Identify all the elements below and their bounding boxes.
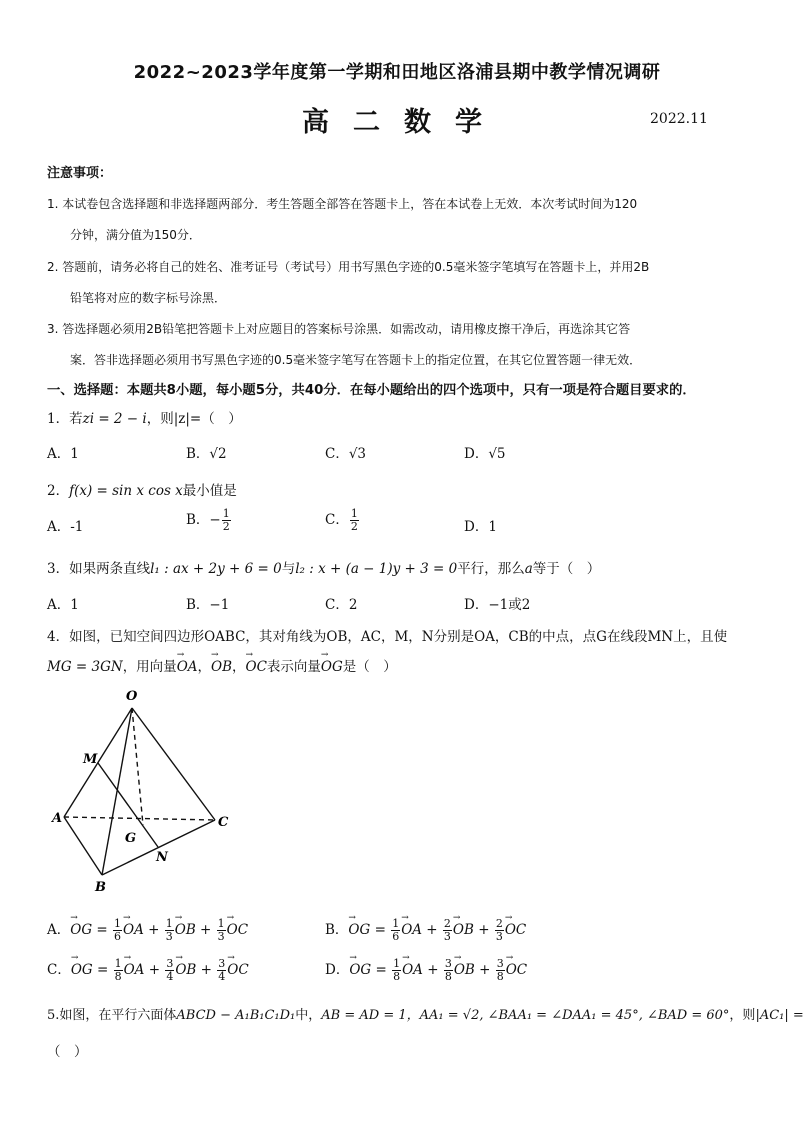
label-g: G <box>125 831 137 846</box>
vector-oa: → OA <box>123 922 144 938</box>
subject-title: 高二数学 <box>302 107 506 138</box>
fraction-numerator: 3 <box>218 957 226 970</box>
vector-oc: → OC <box>227 962 248 978</box>
q4-option-c: C．→ OG = $\frac{1}{8}$ → OA + $\frac{3}{4}$ → OB + $\frac{3}{4}$ → OC <box>47 958 249 983</box>
q4-option-b: B．→ OG = $\frac{1}{6}$ → OA + $\frac{2}{3}$ → OB + $\frac{2}{3}$ → OC <box>325 918 526 943</box>
q5-condition-2: ，AA₁ = √2, ∠BAA₁ = ∠DAA₁ = 45°, ∠BAD = 60° <box>406 1008 730 1023</box>
option-label: D． <box>325 962 350 978</box>
note-3-line-2: 案．答非选择题必须用书写黑色字迹的0.5毫米签字笔写在答题卡上的指定位置，在其它位置答题一律无效． <box>70 353 642 367</box>
q5-text-b: 中， <box>295 1008 322 1023</box>
coef <box>114 958 123 983</box>
q2-expr: f(x) = sin x cos x <box>69 483 183 499</box>
exam-title: 2022~2023学年度第一学期和田地区洛浦县期中教学情况调研 <box>133 62 661 83</box>
q3-option-d: D．−1或2 <box>464 597 531 613</box>
fraction-denominator: 3 <box>165 930 173 943</box>
q2-tail: 最小值是 <box>182 483 237 499</box>
question-3 <box>47 557 600 577</box>
vector-og: → OG <box>349 962 371 978</box>
q3-line-1: l₁ : ax + 2y + 6 = 0 <box>150 561 282 577</box>
exam-date: 2022.11 <box>650 111 708 127</box>
q2-option-b-label: B．− <box>186 512 221 528</box>
q5-text-c: ，则 <box>729 1008 756 1023</box>
q3-text-c: 等于（ ） <box>532 561 601 577</box>
section-heading: 一、选择题：本题共8小题，每小题5分，共40分．在每小题给出的四个选项中，只有一项是符合题目要求的． <box>47 383 696 398</box>
q2-option-a: A．-1 <box>47 519 84 535</box>
fraction-numerator: 3 <box>166 957 174 970</box>
fraction-denominator: 3 <box>443 930 451 943</box>
q2-option-c-label: C． <box>325 512 349 528</box>
q3-line-2: l₂ : x + (a − 1)y + 3 = 0 <box>295 561 458 577</box>
note-1-line-1: 1. 本试卷包含选择题和非选择题两部分．考生答题全部答在答题卡上，答在本试卷上无效．本次考试时间为120 <box>47 197 638 211</box>
vector-ob: → OB <box>453 922 474 938</box>
option-label: A． <box>47 922 71 938</box>
option-label: B． <box>325 922 349 938</box>
coef <box>217 958 226 983</box>
q1-expr: zi = 2 − i <box>82 411 147 427</box>
q5-text-a: 5.如图，在平行六面体 <box>47 1008 177 1023</box>
note-3-line-1: 3. 答选择题必须用2B铅笔把答题卡上对应题目的答案标号涂黑．如需改动，请用橡皮擦干净后，再选涂其它答 <box>47 322 631 336</box>
q2-number: 2． <box>47 483 70 499</box>
coef <box>496 958 505 983</box>
coef <box>217 918 226 943</box>
note-1-line-2: 分钟，满分值为150分． <box>70 228 201 242</box>
vector-og: → OG <box>70 922 92 938</box>
q4-option-d: D．→ OG = $\frac{1}{8}$ → OA + $\frac{3}{8}$ → OB + $\frac{3}{8}$ → OC <box>325 958 527 983</box>
question-4-line-1: 4．如图，已知空间四边形OABC，其对角线为OB，AC，M，N分别是OA，CB的中点，点G在线段MN上，且使 <box>47 629 728 645</box>
vector-oc: → OC <box>505 922 526 938</box>
q1-stem: 1．若 <box>47 411 83 427</box>
tetrahedron-diagram <box>50 685 240 895</box>
vector-oc: → OC <box>227 922 248 938</box>
fraction-numerator: 1 <box>222 507 230 520</box>
fraction-numerator: 2 <box>495 917 503 930</box>
vector-oc: → OC <box>506 962 527 978</box>
label-m: M <box>83 752 98 767</box>
fraction-numerator: 1 <box>165 917 173 930</box>
fraction-denominator: 2 <box>222 520 230 533</box>
note-2-line-1: 2. 答题前，请务必将自己的姓名、准考证号（考试号）用书写黑色字迹的0.5毫米签字笔填写在答题卡上，并用2B <box>47 260 650 274</box>
q4-text-d: 是（ ） <box>342 659 397 675</box>
fraction-numerator: 3 <box>444 957 452 970</box>
q5-condition-1: AB = AD = 1 <box>321 1008 407 1023</box>
coef <box>444 958 453 983</box>
coef <box>391 918 400 943</box>
q2-option-d: D．1 <box>464 519 497 535</box>
fraction-numerator: 1 <box>114 957 122 970</box>
fraction-numerator: 1 <box>392 917 400 930</box>
question-4-line-2: MG = 3GN，用向量→ OA，→ OB，→ OC表示向量→ OG是（ ） <box>47 655 397 675</box>
fraction-numerator: 2 <box>443 917 451 930</box>
q1-option-b: B．√2 <box>186 446 227 462</box>
fraction-denominator: 4 <box>218 970 226 983</box>
q4-text-c: 表示向量 <box>266 659 321 675</box>
question-5-line-1 <box>47 1004 804 1023</box>
question-1 <box>47 407 242 427</box>
fraction-denominator: 8 <box>444 970 452 983</box>
vector-og: → OG <box>71 962 93 978</box>
q1-option-a: A．1 <box>47 446 79 462</box>
q1-tail: ，则|z|=（ ） <box>146 411 242 427</box>
vector-oa: → OA <box>402 962 423 978</box>
edge-oc <box>132 708 215 820</box>
coef <box>113 918 122 943</box>
fraction-denominator: 8 <box>393 970 401 983</box>
q3-option-b: B．−1 <box>186 597 230 613</box>
fraction-numerator: 1 <box>350 507 358 520</box>
fraction-numerator: 1 <box>393 957 401 970</box>
vector-ob: → OB <box>175 922 196 938</box>
q5-solid: ABCD − A₁B₁C₁D₁ <box>176 1008 296 1023</box>
fraction-numerator: 1 <box>217 917 225 930</box>
vector-ob: → OB <box>211 659 232 675</box>
coef <box>392 958 401 983</box>
q2-option-b <box>186 508 232 533</box>
vector-ob: → OB <box>454 962 475 978</box>
fraction-denominator: 6 <box>392 930 400 943</box>
fraction-denominator: 6 <box>114 930 122 943</box>
fraction-denominator: 3 <box>217 930 225 943</box>
coef <box>495 918 504 943</box>
label-a: A <box>52 811 63 826</box>
fraction-denominator: 8 <box>114 970 122 983</box>
note-2-line-2: 铅笔将对应的数字标号涂黑． <box>70 291 227 305</box>
vector-oa: → OA <box>401 922 422 938</box>
label-b: B <box>95 880 106 895</box>
q2-option-c-fraction <box>350 508 359 533</box>
fraction-numerator: 1 <box>114 917 122 930</box>
edge-ab <box>64 817 102 875</box>
q1-option-c: C．√3 <box>325 446 367 462</box>
q4-text-b: ，用向量 <box>122 659 177 675</box>
vector-og: → OG <box>348 922 370 938</box>
vector-oa: → OA <box>124 962 145 978</box>
question-2 <box>47 479 237 499</box>
q4-option-a: A．→ OG = $\frac{1}{6}$ → OA + $\frac{1}{3}$ → OB + $\frac{1}{3}$ → OC <box>47 918 248 943</box>
edge-bc <box>102 820 215 875</box>
fraction-denominator: 2 <box>350 520 358 533</box>
vector-ob: → OB <box>175 962 196 978</box>
q4-condition: MG = 3GN <box>47 659 123 675</box>
q3-variable: a <box>524 561 533 577</box>
q2-option-c <box>325 508 360 533</box>
coef <box>165 958 174 983</box>
question-5-blank: （ ） <box>47 1044 88 1060</box>
q5-target: |AC₁| = <box>755 1008 804 1023</box>
segment-og-hidden <box>132 708 143 825</box>
coef <box>443 918 452 943</box>
label-n: N <box>156 850 168 865</box>
q3-option-a: A．1 <box>47 597 79 613</box>
notes-heading: 注意事项： <box>47 166 113 181</box>
coef <box>165 918 174 943</box>
fraction-denominator: 3 <box>495 930 503 943</box>
q3-mid: 与 <box>281 561 296 577</box>
vector-oa: → OA <box>177 659 198 675</box>
fraction-denominator: 4 <box>166 970 174 983</box>
edge-ac-hidden <box>64 817 215 820</box>
vector-og: → OG <box>321 659 343 675</box>
option-label: C． <box>47 962 71 978</box>
tetrahedron-figure <box>50 685 240 895</box>
q3-text-b: 平行，那么 <box>457 561 525 577</box>
q1-option-d: D．√5 <box>464 446 506 462</box>
q3-text-a: 3．如果两条直线 <box>47 561 151 577</box>
vector-oc: → OC <box>246 659 267 675</box>
label-c: C <box>218 815 229 830</box>
q3-option-c: C．2 <box>325 597 358 613</box>
q2-option-b-fraction <box>222 508 231 533</box>
fraction-denominator: 8 <box>496 970 504 983</box>
label-o: O <box>126 689 138 704</box>
fraction-numerator: 3 <box>496 957 504 970</box>
